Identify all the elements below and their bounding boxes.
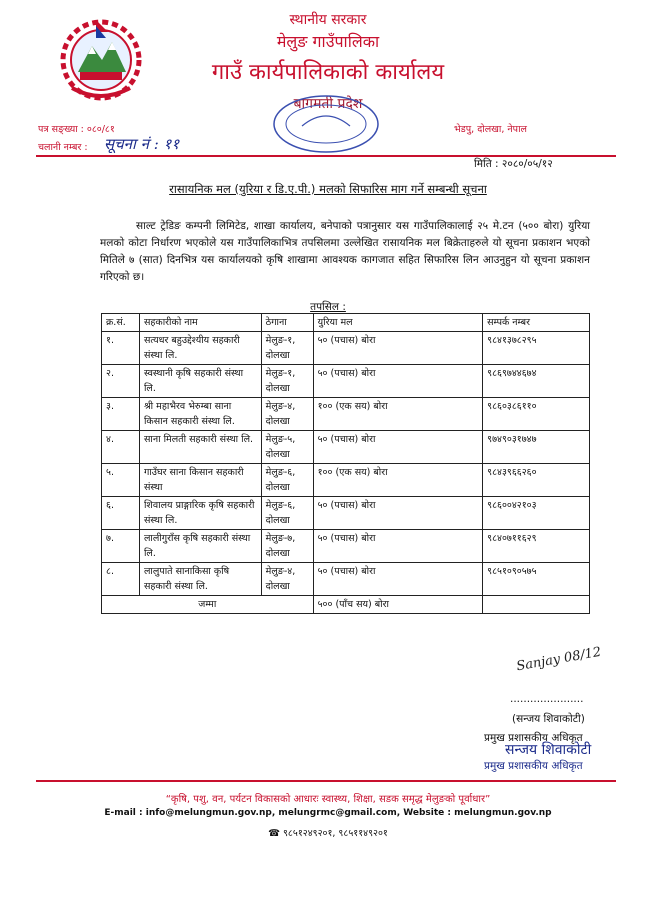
cell-name: लालुपाते सानाकिसा कृषि सहकारी संस्था लि. bbox=[139, 563, 261, 596]
office-seal-stamp bbox=[268, 92, 384, 156]
col-header-address: ठेगाना bbox=[261, 314, 313, 332]
col-header-name: सहकारीको नाम bbox=[139, 314, 261, 332]
col-header-contact: सम्पर्क नम्बर bbox=[483, 314, 590, 332]
cell-sn: ४. bbox=[102, 431, 140, 464]
notice-subject: रासायनिक मल (युरिया र डि.ए.पी.) मलको सिफारिस माग गर्ने सम्बन्धी सूचना bbox=[169, 182, 487, 196]
cell-urea: १०० (एक सय) बोरा bbox=[313, 464, 483, 497]
total-label: जम्मा bbox=[102, 596, 314, 614]
cell-sn: १. bbox=[102, 332, 140, 365]
cell-sn: ८. bbox=[102, 563, 140, 596]
table-row bbox=[102, 431, 590, 464]
total-empty-cell bbox=[483, 596, 590, 614]
cell-urea: ५० (पचास) बोरा bbox=[313, 530, 483, 563]
cell-sn: २. bbox=[102, 365, 140, 398]
table-row bbox=[102, 398, 590, 431]
cell-name: लालीगुराँस कृषि सहकारी संस्था लि. bbox=[139, 530, 261, 563]
cell-contact: ९८६००४२१०३ bbox=[483, 497, 590, 530]
cell-sn: ५. bbox=[102, 464, 140, 497]
table-row bbox=[102, 497, 590, 530]
cell-sn: ७. bbox=[102, 530, 140, 563]
cell-address: मेलुङ-७, दोलखा bbox=[261, 530, 313, 563]
cell-contact: ९८४०७११६२९ bbox=[483, 530, 590, 563]
footer-divider bbox=[36, 780, 616, 782]
cell-name: स्वस्थानी कृषि सहकारी संस्था लि. bbox=[139, 365, 261, 398]
footer-contact-email: E-mail : info@melungmun.gov.np, melungrmc@gmail.com, Website : melungmun.gov.np bbox=[104, 808, 552, 818]
signature-dots: ...................... bbox=[510, 693, 584, 705]
header-office-name: गाउँ कार्यपालिकाको कार्यालय bbox=[211, 60, 445, 85]
cell-sn: ३. bbox=[102, 398, 140, 431]
table-row bbox=[102, 365, 590, 398]
header-local-government: स्थानीय सरकार bbox=[289, 12, 367, 28]
header-municipality-name: मेलुङ गाउँपालिका bbox=[276, 32, 380, 51]
cooperatives-table bbox=[101, 313, 590, 614]
signatory-name: (सन्जय शिवाकोटी) bbox=[512, 713, 585, 725]
signatory-name-stamp: सन्जय शिवाकोटी bbox=[505, 742, 592, 758]
cell-address: मेलुङ-४, दोलखा bbox=[261, 563, 313, 596]
cell-name: श्री महाभैरव भेरुम्बा साना किसान सहकारी संस्था लि. bbox=[139, 398, 261, 431]
cell-sn: ६. bbox=[102, 497, 140, 530]
issue-date: मिति : २०८०/०५/१२ bbox=[474, 158, 553, 170]
cell-address: मेलुङ-६, दोलखा bbox=[261, 464, 313, 497]
cell-address: मेलुङ-६, दोलखा bbox=[261, 497, 313, 530]
cell-address: मेलुङ-१, दोलखा bbox=[261, 365, 313, 398]
total-value: ५०० (पाँच सय) बोरा bbox=[313, 596, 483, 614]
table-header-row bbox=[102, 314, 590, 332]
reference-number: पत्र सङ्ख्या : ०८०/८१ bbox=[38, 124, 115, 135]
footer-slogan: “कृषि, पशु, वन, पर्यटन विकासको आधारः स्वास्थ्य, शिक्षा, सडक समृद्ध मेलुङको पूर्वाधार” bbox=[165, 794, 491, 805]
dispatch-number-label: चलानी नम्बर : bbox=[38, 142, 88, 153]
cell-urea: ५० (पचास) बोरा bbox=[313, 497, 483, 530]
cell-urea: ५० (पचास) बोरा bbox=[313, 431, 483, 464]
table-row bbox=[102, 332, 590, 365]
cell-contact: ९८४३९६६२६० bbox=[483, 464, 590, 497]
cell-address: मेलुङ-४, दोलखा bbox=[261, 398, 313, 431]
signatory-title: प्रमुख प्रशासकीय अधिकृत bbox=[484, 732, 583, 744]
table-row bbox=[102, 563, 590, 596]
cell-urea: ५० (पचास) बोरा bbox=[313, 563, 483, 596]
table-caption: तपसिल : bbox=[310, 301, 346, 313]
header-province: बागमती प्रदेश bbox=[293, 96, 363, 112]
cell-address: मेलुङ-१, दोलखा bbox=[261, 332, 313, 365]
office-address: भेडपु, दोलखा, नेपाल bbox=[454, 124, 527, 135]
dispatch-number-value: सूचना नं : ११ bbox=[104, 135, 180, 153]
cell-name: सत्यधर बहुउद्देश्यीय सहकारी संस्था लि. bbox=[139, 332, 261, 365]
cell-urea: ५० (पचास) बोरा bbox=[313, 365, 483, 398]
cell-name: गाउँघर साना किसान सहकारी संस्था bbox=[139, 464, 261, 497]
cell-contact: ९८४१३७८२९५ bbox=[483, 332, 590, 365]
cell-contact: ९८६९७४४६७४ bbox=[483, 365, 590, 398]
footer-phone: ☎ ९८५१२४९२०१, ९८५११४९२०१ bbox=[268, 828, 388, 839]
cell-name: शिवालय प्राङ्गारिक कृषि सहकारी संस्था लि. bbox=[139, 497, 261, 530]
col-header-urea: युरिया मल bbox=[313, 314, 483, 332]
table-total-row bbox=[102, 596, 590, 614]
cell-contact: ९८६०३८६११० bbox=[483, 398, 590, 431]
cell-urea: १०० (एक सय) बोरा bbox=[313, 398, 483, 431]
col-header-sn: क्र.सं. bbox=[102, 314, 140, 332]
table-row bbox=[102, 530, 590, 563]
cell-name: साना मिलती सहकारी संस्था लि. bbox=[139, 431, 261, 464]
cell-address: मेलुङ-५, दोलखा bbox=[261, 431, 313, 464]
handwritten-signature: Sanjay 08/12 bbox=[515, 644, 603, 675]
cell-contact: ९८५१०९०५७५ bbox=[483, 563, 590, 596]
notice-body: साल्ट ट्रेडिङ कम्पनी लिमिटेड, शाखा कार्यालय, बनेपाको पत्रानुसार यस गाउँपालिकालाई २५ मे.टन (५०० बोरा) युरिया मलको कोटा निर्धारण भएकोले यस गाउँपालिकाभित्र तपसिलमा उल्लेखित रासायनिक मल बिक्रेताहरुले यो सूचना प्रकाशन भएको मितिले ७ (सात) दिनभित्र यस कार्यालयको कृषि शाखामा आवश्यक कागजात सहित सिफारिस लिन आउनुहुन यो सूचना प्रकाशन गरिएको छ। bbox=[100, 220, 590, 283]
signatory-title-stamp: प्रमुख प्रशासकीय अधिकृत bbox=[484, 760, 583, 772]
table-row bbox=[102, 464, 590, 497]
cell-contact: ९७४९०३१७४७ bbox=[483, 431, 590, 464]
cell-urea: ५० (पचास) बोरा bbox=[313, 332, 483, 365]
